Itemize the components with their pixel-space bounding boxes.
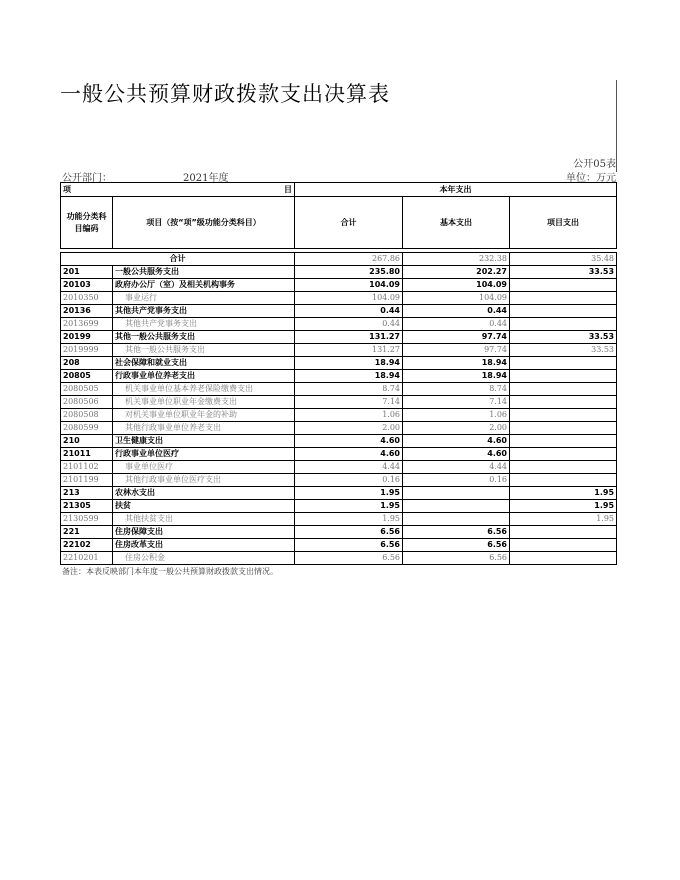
row-code: 221	[61, 526, 113, 539]
row-basic	[403, 487, 510, 500]
row-code: 20103	[61, 279, 113, 292]
table-row	[61, 331, 617, 344]
row-project: 1.95	[510, 500, 617, 513]
row-basic: 202.27	[403, 266, 510, 279]
row-project	[510, 396, 617, 409]
table-row	[61, 448, 617, 461]
row-name: 住房保障支出	[113, 526, 295, 539]
table-row	[61, 539, 617, 552]
table-row	[61, 292, 617, 305]
row-basic: 6.56	[403, 526, 510, 539]
row-total: 104.09	[295, 279, 403, 292]
total-total: 267.86	[295, 253, 403, 266]
table-row	[61, 513, 617, 526]
row-name: 机关事业单位基本养老保险缴费支出	[113, 383, 295, 396]
table-row	[61, 396, 617, 409]
page-title: 一般公共预算财政拨款支出决算表	[60, 82, 390, 106]
row-code: 22102	[61, 539, 113, 552]
row-name: 其他行政事业单位养老支出	[113, 422, 295, 435]
row-basic: 104.09	[403, 279, 510, 292]
row-name: 其他共产党事务支出	[113, 318, 295, 331]
row-project	[510, 474, 617, 487]
table-row	[61, 279, 617, 292]
row-code: 21305	[61, 500, 113, 513]
row-project	[510, 409, 617, 422]
table-row	[61, 344, 617, 357]
table-row	[61, 487, 617, 500]
row-project	[510, 383, 617, 396]
row-name: 其他一般公共服务支出	[113, 344, 295, 357]
fiscal-year: 2021年度	[183, 173, 229, 184]
row-name: 一般公共服务支出	[113, 266, 295, 279]
row-basic: 6.56	[403, 552, 510, 565]
row-project: 1.95	[510, 513, 617, 526]
row-total: 131.27	[295, 344, 403, 357]
row-code: 2010350	[61, 292, 113, 305]
header-current-year: 本年支出	[295, 183, 617, 197]
row-basic	[403, 513, 510, 526]
row-total: 8.74	[295, 383, 403, 396]
row-basic: 8.74	[403, 383, 510, 396]
unit-label: 单位：万元	[566, 173, 616, 184]
row-project	[510, 279, 617, 292]
row-basic: 97.74	[403, 331, 510, 344]
row-basic: 4.44	[403, 461, 510, 474]
row-total: 1.06	[295, 409, 403, 422]
row-total: 0.44	[295, 318, 403, 331]
row-project	[510, 370, 617, 383]
header-name-col: 项目（按“项”级功能分类科目）	[113, 197, 295, 249]
header-item-cell	[61, 183, 295, 197]
row-project	[510, 318, 617, 331]
table-row	[61, 422, 617, 435]
row-code: 213	[61, 487, 113, 500]
table-row	[61, 409, 617, 422]
row-basic: 0.44	[403, 305, 510, 318]
row-basic: 6.56	[403, 539, 510, 552]
table-row	[61, 357, 617, 370]
row-total: 0.44	[295, 305, 403, 318]
row-code: 2019999	[61, 344, 113, 357]
row-total: 18.94	[295, 370, 403, 383]
row-code: 2080505	[61, 383, 113, 396]
row-total: 131.27	[295, 331, 403, 344]
row-code: 2080508	[61, 409, 113, 422]
row-name: 住房改革支出	[113, 539, 295, 552]
footnote: 备注：本表反映部门本年度一般公共预算财政拨款支出情况。	[62, 567, 278, 576]
row-total: 7.14	[295, 396, 403, 409]
row-basic	[403, 500, 510, 513]
row-code: 201	[61, 266, 113, 279]
row-project	[510, 526, 617, 539]
total-label: 合计	[61, 253, 295, 266]
row-code: 208	[61, 357, 113, 370]
header-code-col: 功能分类科目编码	[61, 197, 113, 249]
table-row	[61, 526, 617, 539]
row-name: 扶贫	[113, 500, 295, 513]
row-name: 对机关事业单位职业年金的补助	[113, 409, 295, 422]
row-code: 2130599	[61, 513, 113, 526]
row-code: 210	[61, 435, 113, 448]
row-basic: 18.94	[403, 357, 510, 370]
row-total: 18.94	[295, 357, 403, 370]
row-name: 社会保障和就业支出	[113, 357, 295, 370]
row-total: 4.60	[295, 448, 403, 461]
table-row	[61, 461, 617, 474]
row-code: 2101102	[61, 461, 113, 474]
vertical-border-line	[616, 80, 617, 172]
table-row	[61, 370, 617, 383]
row-project	[510, 435, 617, 448]
row-total: 104.09	[295, 292, 403, 305]
table-row	[61, 435, 617, 448]
header-item-end: 目	[284, 184, 292, 194]
row-code: 21011	[61, 448, 113, 461]
table-row	[61, 500, 617, 513]
row-total: 6.56	[295, 526, 403, 539]
row-name: 其他行政事业单位医疗支出	[113, 474, 295, 487]
row-name: 卫生健康支出	[113, 435, 295, 448]
table-row	[61, 474, 617, 487]
row-name: 事业单位医疗	[113, 461, 295, 474]
row-code: 2210201	[61, 552, 113, 565]
table-row	[61, 266, 617, 279]
row-total: 4.44	[295, 461, 403, 474]
row-code: 20805	[61, 370, 113, 383]
row-name: 政府办公厅（室）及相关机构事务	[113, 279, 295, 292]
row-name: 行政事业单位医疗	[113, 448, 295, 461]
total-project: 35.48	[510, 253, 617, 266]
row-project: 1.95	[510, 487, 617, 500]
table-row	[61, 552, 617, 565]
row-total: 0.16	[295, 474, 403, 487]
row-total: 1.95	[295, 513, 403, 526]
row-name: 其他一般公共服务支出	[113, 331, 295, 344]
row-project: 33.53	[510, 344, 617, 357]
row-project	[510, 461, 617, 474]
table-code: 公开05表	[573, 159, 616, 170]
row-name: 行政事业单位养老支出	[113, 370, 295, 383]
row-total: 6.56	[295, 552, 403, 565]
row-project: 33.53	[510, 266, 617, 279]
header-basic-col: 基本支出	[403, 197, 510, 249]
row-basic: 4.60	[403, 448, 510, 461]
row-project	[510, 305, 617, 318]
row-basic: 0.44	[403, 318, 510, 331]
row-total: 1.95	[295, 487, 403, 500]
table-row	[61, 318, 617, 331]
row-basic: 104.09	[403, 292, 510, 305]
row-name: 住房公积金	[113, 552, 295, 565]
row-code: 2101199	[61, 474, 113, 487]
row-code: 20199	[61, 331, 113, 344]
row-project	[510, 422, 617, 435]
row-basic: 2.00	[403, 422, 510, 435]
row-basic: 4.60	[403, 435, 510, 448]
row-total: 6.56	[295, 539, 403, 552]
row-project	[510, 448, 617, 461]
row-project	[510, 292, 617, 305]
row-total: 1.95	[295, 500, 403, 513]
row-project	[510, 539, 617, 552]
row-name: 农林水支出	[113, 487, 295, 500]
row-code: 2080506	[61, 396, 113, 409]
total-basic: 232.38	[403, 253, 510, 266]
row-code: 20136	[61, 305, 113, 318]
row-name: 其他扶贫支出	[113, 513, 295, 526]
row-total: 235.80	[295, 266, 403, 279]
row-basic: 97.74	[403, 344, 510, 357]
row-project: 33.53	[510, 331, 617, 344]
row-project	[510, 552, 617, 565]
row-name: 事业运行	[113, 292, 295, 305]
row-total: 2.00	[295, 422, 403, 435]
row-basic: 0.16	[403, 474, 510, 487]
row-basic: 7.14	[403, 396, 510, 409]
row-code: 2013699	[61, 318, 113, 331]
row-project	[510, 357, 617, 370]
row-basic: 1.06	[403, 409, 510, 422]
header-total-col: 合计	[295, 197, 403, 249]
row-code: 2080599	[61, 422, 113, 435]
header-project-col: 项目支出	[510, 197, 617, 249]
row-name: 机关事业单位职业年金缴费支出	[113, 396, 295, 409]
header-item-start: 项	[63, 184, 71, 194]
table-row	[61, 383, 617, 396]
department-label: 公开部门：	[62, 173, 112, 184]
expenditure-table	[60, 182, 617, 565]
table-row	[61, 305, 617, 318]
row-total: 4.60	[295, 435, 403, 448]
row-basic: 18.94	[403, 370, 510, 383]
row-name: 其他共产党事务支出	[113, 305, 295, 318]
